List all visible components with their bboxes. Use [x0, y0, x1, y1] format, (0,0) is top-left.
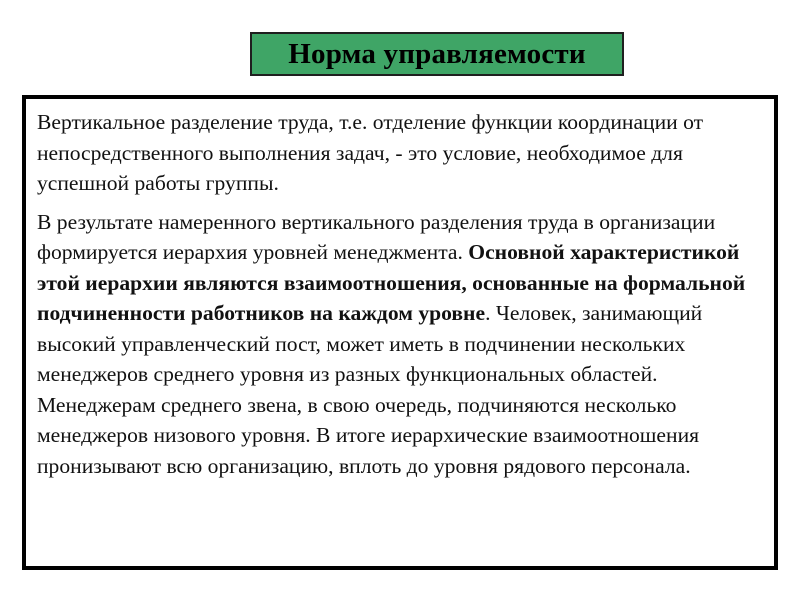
content-box [22, 95, 778, 570]
paragraph-hierarchy-intro: В результате намеренного вертикального разделения труда в организации формируется иерархия уровней менеджмента. [37, 209, 716, 264]
paragraph-hierarchy-rest: . Человек, занимающий высокий управленческий пост, может иметь в подчинении нескольких менеджеров среднего уровня из разных функциональных областей. Менеджерам среднего звена, в свою очередь, подчиняются несколько менеджеров низового уровня. В итоге иерархические взаимоотношения пронизывают всю организацию, вплоть до уровня рядового персонала. [37, 301, 703, 478]
paragraph-hierarchy-bold: Основной характеристикой этой иерархии являются взаимоотношения, основанные на формальной подчиненности работников на каждом уровне [37, 240, 746, 325]
slide-title: Норма управляемости [288, 37, 586, 70]
paragraph-hierarchy [37, 207, 764, 482]
title-box [250, 32, 624, 76]
paragraph-vertical-division: Вертикальное разделение труда, т.е. отделение функции координации от непосредственного выполнения задач, - это условие, необходимое для успешной работы группы. [37, 110, 704, 195]
